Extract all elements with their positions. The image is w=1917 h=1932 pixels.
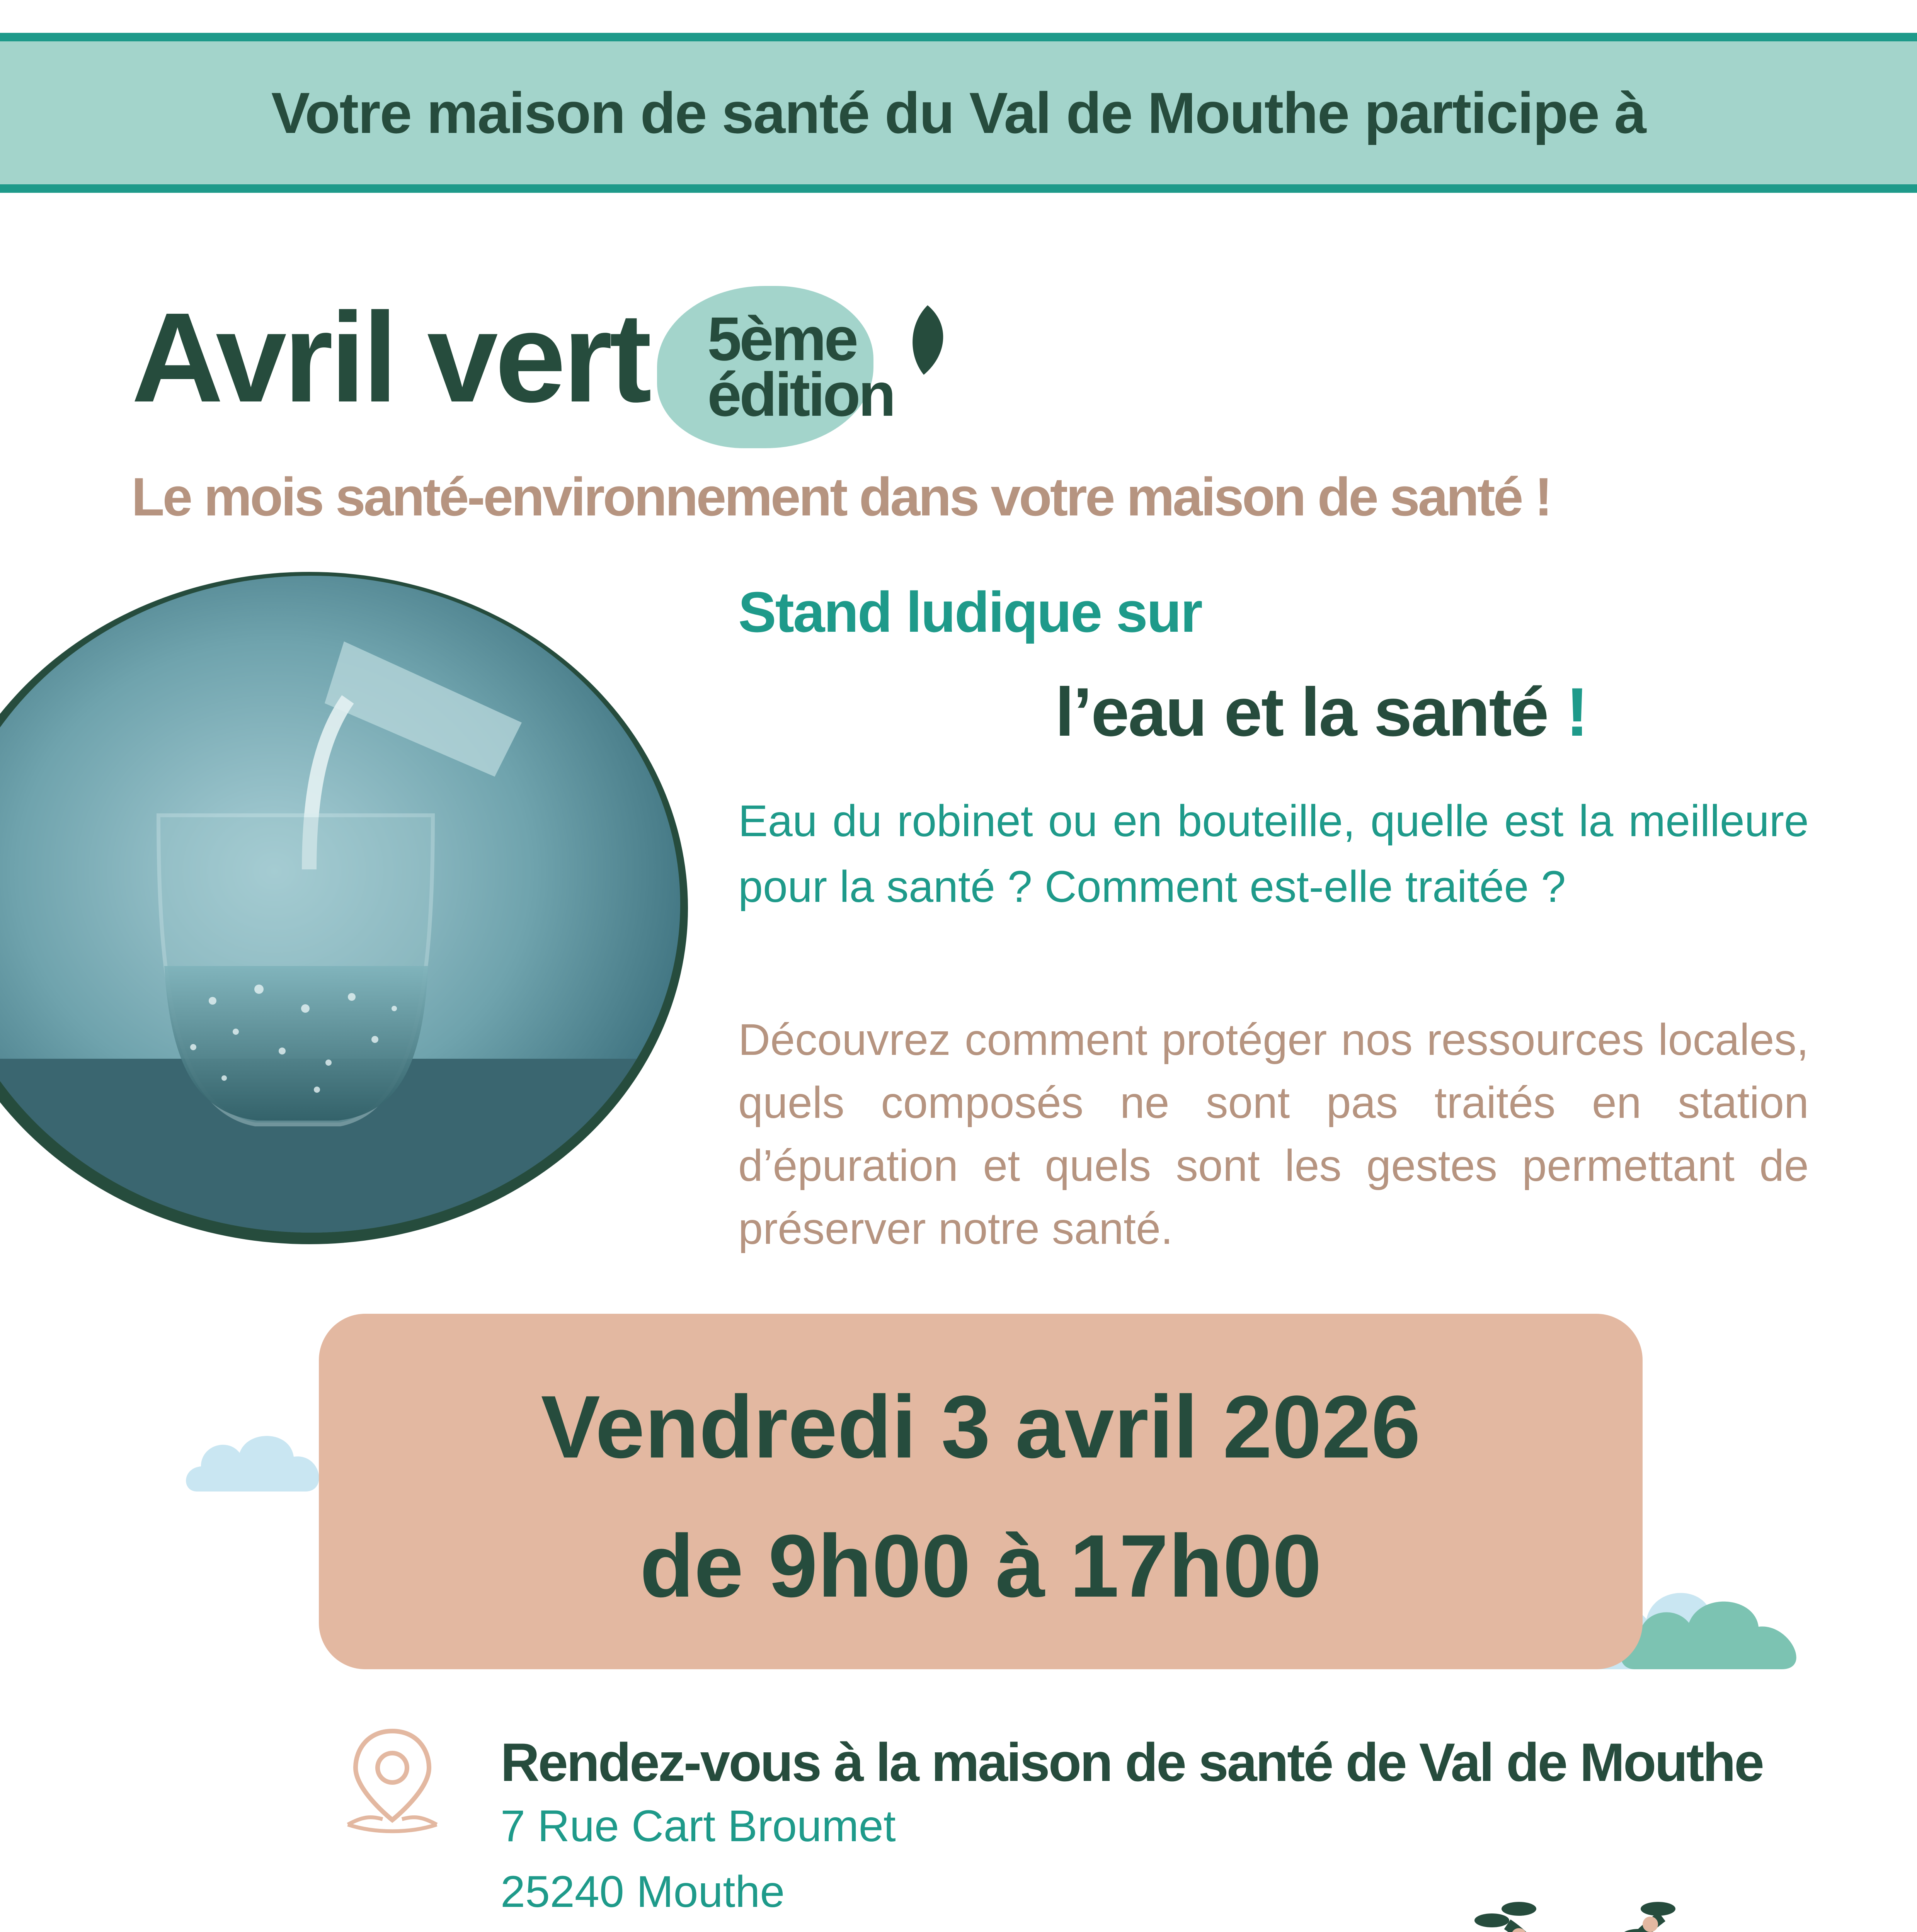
event-hours: de 9h00 à 17h00 [640,1516,1322,1616]
stand-heading-text: l’eau et la santé [1055,673,1548,750]
stand-question: Eau du robinet ou en bouteille, quelle est la meilleure pour la santé ? Comment est-elle traitée ? [738,796,1809,912]
location-title: Rendez-vous à la maison de santé de Val de Mouthe [501,1732,1763,1793]
banner-bottom-line [0,184,1917,193]
edition-line2: édition [707,360,894,429]
location-pin-icon [340,1723,444,1835]
page-subtitle: Le mois santé-environnement dans votre maison de santé ! [131,466,1551,527]
location-street: 7 Rue Cart Broumet [501,1801,896,1851]
page-title: Avril vert [131,286,649,429]
stand-heading-mark: ! [1566,673,1588,750]
cloud-icon [182,1414,336,1503]
stand-description: Découvrez comment protéger nos ressources locales, quels composés ne sont pas traités en station d’épuration et quels sont les gestes permettant de préserver notre santé. [738,1015,1809,1253]
banner-top-line [0,33,1917,41]
stand-heading-line1: Stand ludique sur [738,580,1202,644]
banner-text: Votre maison de santé du Val de Mouthe participe à [271,80,1646,145]
leaf-icon [901,301,951,379]
location-city: 25240 Mouthe [501,1867,785,1917]
event-date: Vendredi 3 avril 2026 [541,1377,1421,1476]
edition-line1: 5ème [707,304,856,373]
stand-heading-line2 [1055,672,1587,752]
landscape-illustration [0,1893,1917,1932]
edition-label [707,304,894,429]
